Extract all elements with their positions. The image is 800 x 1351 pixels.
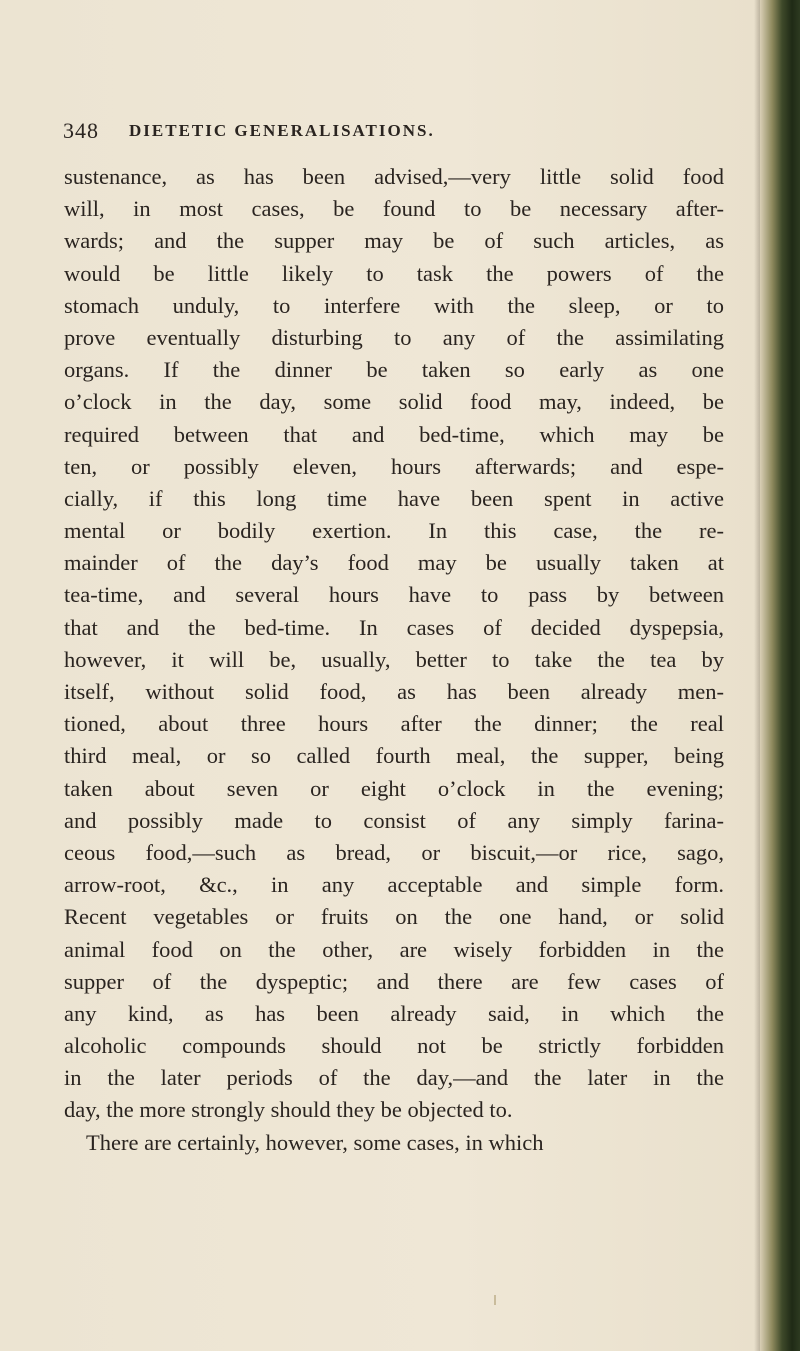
page-header <box>63 118 723 148</box>
text-line: ceous food,—such as bread, or biscuit,—or rice, sago, <box>64 839 724 865</box>
text-line: third meal, or so called fourth meal, the supper, being <box>64 743 724 769</box>
page-number: 348 <box>63 118 99 143</box>
text-line: arrow-root, &c., in any acceptable and simple form. <box>64 872 724 898</box>
text-line: itself, without solid food, as has been already men- <box>64 679 724 704</box>
text-line: o’clock in the day, some solid food may, indeed, be <box>64 389 724 415</box>
text-line: tioned, about three hours after the dinner; the real <box>64 711 724 737</box>
text-line: tea-time, and several hours have to pass by between <box>64 582 724 608</box>
text-line: any kind, as has been already said, in which the <box>64 1000 724 1026</box>
running-title: DIETETIC GENERALISATIONS. <box>129 121 435 140</box>
text-line: ten, or possibly eleven, hours afterwards; and espe- <box>64 453 724 479</box>
text-line: however, it will be, usually, better to take the tea by <box>64 646 724 672</box>
text-line: taken about seven or eight o’clock in the evening; <box>64 775 724 801</box>
text-line: There are certainly, however, some cases, in which <box>86 1129 544 1155</box>
text-line: cially, if this long time have been spent in active <box>64 485 724 511</box>
text-line: would be little likely to task the powers of the <box>64 260 724 286</box>
text-line: and possibly made to consist of any simply farina- <box>64 807 724 833</box>
text-line: Recent vegetables or fruits on the one hand, or solid <box>64 904 724 930</box>
book-binding-edge <box>760 0 800 1351</box>
text-line: in the later periods of the day,—and the later in the <box>64 1065 724 1091</box>
text-line: stomach unduly, to interfere with the sleep, or to <box>64 292 724 318</box>
body-text <box>64 161 724 1159</box>
text-line: wards; and the supper may be of such articles, as <box>64 228 724 254</box>
text-line: will, in most cases, be found to be necessary after- <box>64 196 724 222</box>
text-line: required between that and bed-time, which may be <box>64 421 724 447</box>
text-line: prove eventually disturbing to any of the assimilating <box>64 324 724 350</box>
text-line: that and the bed-time. In cases of decided dyspepsia, <box>64 614 724 640</box>
text-line: sustenance, as has been advised,—very little solid food <box>64 164 724 189</box>
text-line: supper of the dyspeptic; and there are few cases of <box>64 968 724 994</box>
text-line: day, the more strongly should they be objected to. <box>64 1097 513 1123</box>
text-line: mainder of the day’s food may be usually taken at <box>64 550 724 576</box>
text-line: animal food on the other, are wisely forbidden in the <box>64 936 724 962</box>
paper-speck <box>494 1295 496 1305</box>
text-line: alcoholic compounds should not be strictly forbidden <box>64 1033 724 1059</box>
text-line: mental or bodily exertion. In this case, the re- <box>64 518 724 544</box>
text-line: organs. If the dinner be taken so early as one <box>64 357 724 383</box>
